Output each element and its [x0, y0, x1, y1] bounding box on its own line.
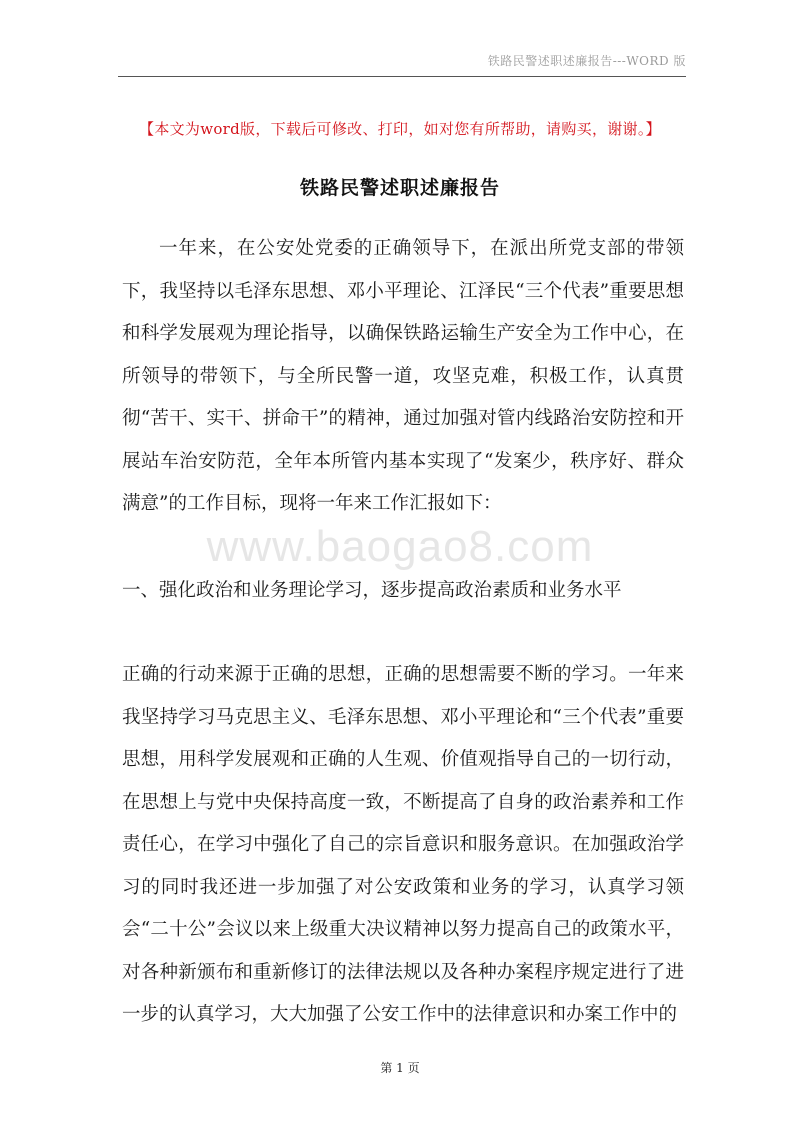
header-divider: [118, 76, 686, 77]
body-paragraph-1: 一年来，在公安处党委的正确领导下，在派出所党支部的带领下，我坚持以毛泽东思想、邓小平理论、江泽民“三个代表”重要思想和科学发展观为理论指导，以确保铁路运输生产安全为工作中心，在所领导的带领下，与全所民警一道，攻坚克难，积极工作，认真贯彻“苦干、实干、拼命干”的精神，通过加强对管内线路治安防控和开展站车治安防范，全年本所管内基本实现了“发案少，秩序好、群众满意”的工作目标，现将一年来工作汇报如下：: [122, 238, 684, 514]
purchase-notice: 【本文为word版，下载后可修改、打印，如对您有所帮助，请购买，谢谢。】: [139, 120, 661, 138]
running-header: 铁路民警述职述廉报告---WORD 版: [487, 54, 686, 68]
page-number: 第 1 页: [380, 1061, 420, 1075]
document-title: 铁路民警述职述廉报告: [299, 177, 500, 199]
section-heading-1: 一、强化政治和业务理论学习，逐步提高政治素质和业务水平: [122, 580, 622, 601]
body-paragraph-2: 正确的行动来源于正确的思想，正确的思想需要不断的学习。一年来我坚持学习马克思主义、毛泽东思想、邓小平理论和“三个代表”重要思想，用科学发展观和正确的人生观、价值观指导自己的一切行动，在思想上与党中央保持高度一致，不断提高了自身的政治素养和工作责任心，在学习中强化了自己的宗旨意识和服务意识。在加强政治学习的同时我还进一步加强了对公安政策和业务的学习，认真学习领会“二十公”会议以来上级重大决议精神以努力提高自己的政策水平，对各种新颁布和重新修订的法律法规以及各种办案程序规定进行了进一步的认真学习，大大加强了公安工作中的法律意识和办案工作中的: [122, 664, 684, 1025]
watermark: www.baogao8.com: [206, 522, 594, 571]
